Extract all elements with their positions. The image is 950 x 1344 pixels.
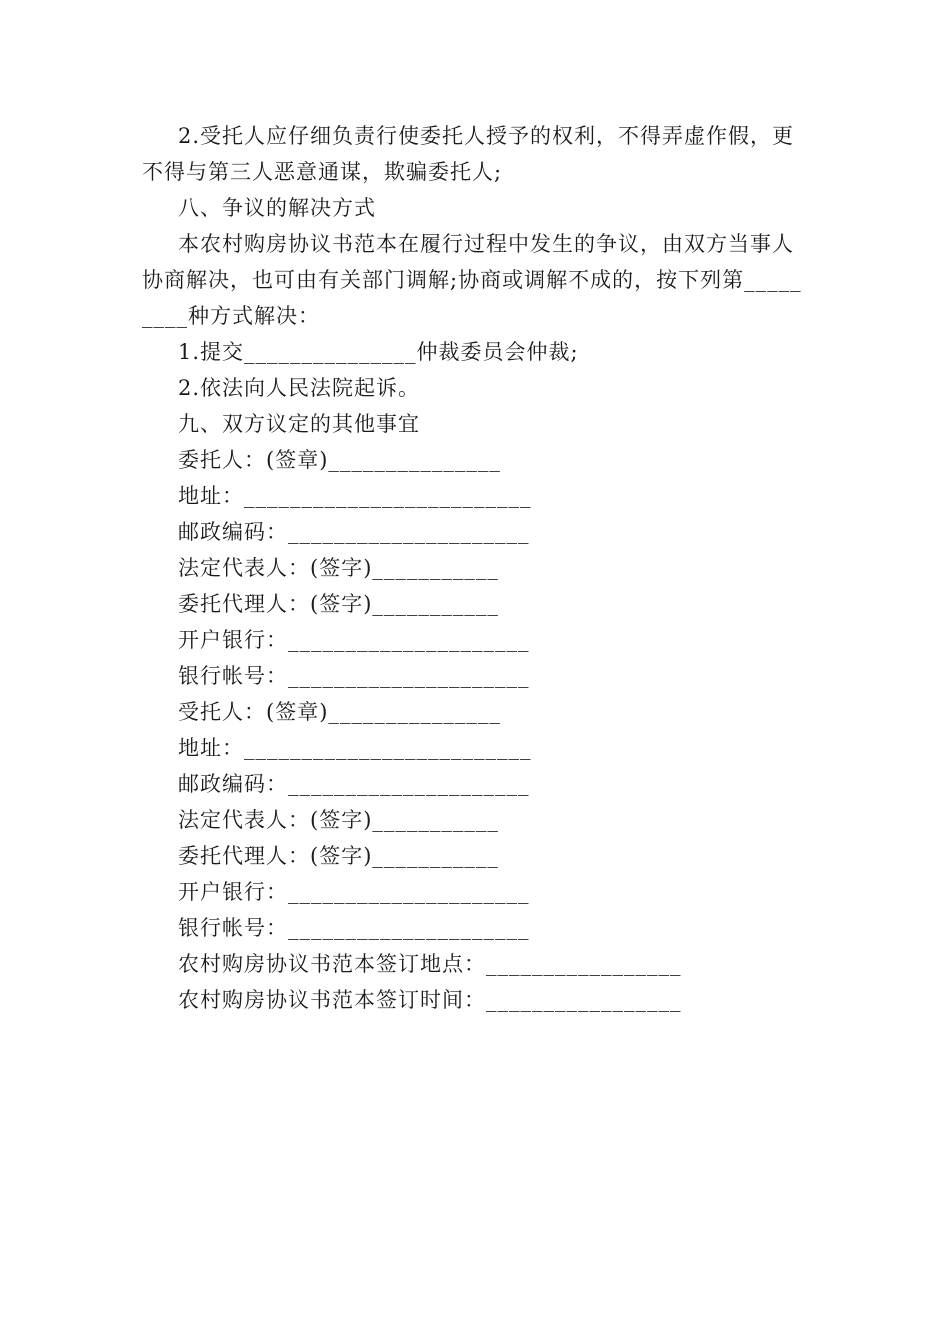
- section-8-paragraph-line-3: ____种方式解决：: [142, 304, 320, 328]
- clause-7-2-line-1: 2.受托人应仔细负责行使委托人授予的权利，不得弄虚作假，更: [178, 124, 795, 148]
- agent-account-field: 银行帐号：_____________________: [178, 916, 530, 940]
- agent-seal-field: 受托人：(签章)_______________: [178, 700, 501, 724]
- principal-legal-rep-field: 法定代表人：(签字)___________: [178, 556, 499, 580]
- clause-7-2-line-2: 不得与第三人恶意通谋，欺骗委托人;: [142, 160, 503, 184]
- signing-place-field: 农村购房协议书范本签订地点：_________________: [178, 952, 682, 976]
- section-8-paragraph-line-1: 本农村购房协议书范本在履行过程中发生的争议，由双方当事人: [178, 232, 794, 256]
- principal-address-field: 地址：_________________________: [178, 484, 532, 508]
- principal-seal-field: 委托人：(签章)_______________: [178, 448, 501, 472]
- agent-postcode-field: 邮政编码：_____________________: [178, 772, 530, 796]
- section-8-heading: 八、争议的解决方式: [178, 196, 376, 220]
- signing-time-field: 农村购房协议书范本签订时间：_________________: [178, 988, 682, 1012]
- principal-bank-field: 开户银行：_____________________: [178, 628, 530, 652]
- agent-address-field: 地址：_________________________: [178, 736, 532, 760]
- principal-agent-field: 委托代理人：(签字)___________: [178, 592, 499, 616]
- section-9-heading: 九、双方议定的其他事宜: [178, 412, 420, 436]
- section-8-paragraph-line-2: 协商解决，也可由有关部门调解;协商或调解不成的，按下列第_____: [142, 268, 802, 292]
- dispute-option-1: 1.提交_______________仲裁委员会仲裁;: [178, 340, 579, 364]
- agent-bank-field: 开户银行：_____________________: [178, 880, 530, 904]
- agent-proxy-field: 委托代理人：(签字)___________: [178, 844, 499, 868]
- dispute-option-2: 2.依法向人民法院起诉。: [178, 376, 421, 400]
- agent-legal-rep-field: 法定代表人：(签字)___________: [178, 808, 499, 832]
- principal-account-field: 银行帐号：_____________________: [178, 664, 530, 688]
- principal-postcode-field: 邮政编码：_____________________: [178, 520, 530, 544]
